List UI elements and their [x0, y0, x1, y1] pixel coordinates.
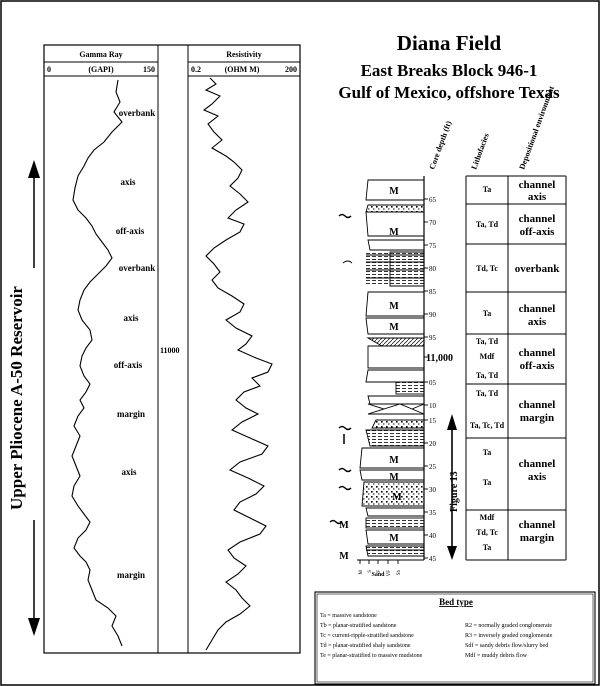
lithofacies-cell: Ta, Tc, Td: [469, 421, 505, 430]
lithofacies-cell: Ta, Td: [475, 220, 499, 229]
figure-title: Diana Field: [396, 31, 502, 55]
figure-13-label: Figure 13: [449, 471, 460, 512]
depth-tick-label: 90: [429, 311, 436, 319]
depth-tick-label: 80: [429, 265, 436, 273]
environment-cell: axis: [527, 471, 547, 483]
grain-size-label: Sb: [397, 570, 402, 576]
depth-tick-label: 05: [429, 379, 436, 387]
depth-tick-label: 35: [429, 509, 436, 517]
depth-tick-label: 65: [429, 196, 436, 204]
log-env-label: overbank: [118, 263, 156, 273]
left-lithology-label: M: [339, 551, 349, 562]
depth-marker-11000: 11000: [160, 346, 180, 355]
lithofacies-cell: Ta: [482, 543, 492, 552]
core-depth-header: Core depth (ft): [427, 119, 454, 171]
depth-tick-label: 25: [429, 463, 436, 471]
depth-tick-label: 20: [429, 440, 436, 448]
log-env-label: off-axis: [113, 360, 143, 370]
legend-entry: Ta = massive sandstone: [320, 613, 377, 619]
figure-subtitle: East Breaks Block 946-1: [360, 61, 538, 80]
environment-cell: channel: [518, 347, 556, 359]
lithofacies-cell: Ta, Td: [475, 389, 499, 398]
environment-cell: margin: [519, 412, 555, 424]
left-lithology-label: M: [339, 520, 349, 531]
environment-cell: axis: [527, 191, 547, 203]
log-env-label: axis: [121, 467, 137, 477]
core-lithology-label: M: [389, 186, 399, 197]
legend-entry: Te = planar-stratified to massive mudstone: [320, 653, 423, 659]
environment-cell: channel: [518, 179, 556, 191]
environment-cell: off-axis: [519, 360, 555, 372]
depth-tick-label: 95: [429, 334, 436, 342]
log-env-label: margin: [117, 409, 145, 419]
environment-cell: channel: [518, 458, 556, 470]
resistivity-curve: [204, 78, 272, 650]
depth-tick-label: 70: [429, 219, 436, 227]
core-lithology-label: M: [389, 301, 399, 312]
legend-entry: Sdf = sandy debris flow/slurry bed: [465, 643, 549, 649]
lithofacies-cell: Ta, Td: [475, 371, 499, 380]
reservoir-interval-arrow: [28, 160, 40, 636]
environment-cell: channel: [518, 519, 556, 531]
grain-size-label: VF: [387, 570, 392, 577]
legend-entry: Mdf = muddy debris flow: [465, 653, 528, 659]
core-lithology-label: M: [389, 322, 399, 333]
lithofacies-cell: Ta: [482, 309, 492, 318]
depth-tick-label: 75: [429, 242, 436, 250]
resistivity-min: 0.2: [191, 65, 201, 74]
core-lithology-label: M: [389, 472, 399, 483]
lithofacies-cell: Ta, Td: [475, 337, 499, 346]
sedimentary-structure-symbols: [330, 215, 352, 524]
grain-size-label: S: [368, 570, 373, 573]
environment-cell: axis: [527, 316, 547, 328]
core-lithology-label: M: [392, 492, 402, 503]
lithofacies-cell: Td, Tc: [476, 528, 498, 537]
depth-tick-label: 85: [429, 288, 436, 296]
grain-size-axis-title: Sand: [371, 572, 385, 578]
lithofacies-cell: Mdf: [479, 352, 495, 361]
gamma-ray-min: 0: [47, 65, 51, 74]
log-env-label: margin: [117, 570, 145, 580]
log-env-label: axis: [120, 177, 136, 187]
grain-size-label: M: [359, 570, 364, 575]
gamma-ray-unit: (GAPI): [88, 65, 114, 74]
resistivity-unit: (OHM M): [224, 65, 260, 74]
core-lithology-label: M: [389, 533, 399, 544]
legend-entry: R2 = normally graded conglomerate: [465, 623, 553, 629]
depth-tick-label-major: 11,000: [426, 353, 453, 364]
lithofacies-header: Lithofacies: [469, 132, 491, 171]
resistivity-max: 200: [285, 65, 297, 74]
legend-entry: Tc = current-ripple-stratified sandstone: [320, 633, 414, 639]
log-env-label: overbank: [118, 108, 156, 118]
environment-cell: margin: [519, 532, 555, 544]
gamma-ray-max: 150: [143, 65, 155, 74]
environment-cell: channel: [518, 213, 556, 225]
environment-cell: off-axis: [519, 226, 555, 238]
lithofacies-cell: Mdf: [479, 513, 495, 522]
core-lithology-label: M: [389, 455, 399, 466]
depth-tick-label: 30: [429, 486, 436, 494]
reservoir-label: Upper Pliocene A-50 Reservoir: [7, 286, 26, 510]
environment-header: Depositional environment: [517, 84, 557, 171]
lithofacies-cell: Ta: [482, 478, 492, 487]
grain-size-label: F: [377, 570, 382, 573]
legend-entry: Td = planar-stratified shaly sandstone: [320, 643, 411, 649]
legend-entry: R3 = inversely graded conglomerate: [465, 633, 553, 639]
lithofacies-cell: Ta: [482, 185, 492, 194]
environment-cell: channel: [518, 399, 556, 411]
depth-tick-label: 45: [429, 555, 436, 563]
log-env-label: off-axis: [115, 226, 145, 236]
log-env-label: axis: [123, 313, 139, 323]
figure-location: Gulf of Mexico, offshore Texas: [338, 83, 560, 102]
depth-tick-label: 15: [429, 417, 436, 425]
legend-entry: Tb = planar-stratified sandstone: [320, 623, 397, 629]
lithofacies-cell: Td, Tc: [476, 264, 498, 273]
depth-tick-label: 10: [429, 402, 436, 410]
legend-title: Bed type: [439, 597, 473, 607]
environment-cell: overbank: [514, 263, 560, 275]
resistivity-header: Resistivity: [226, 50, 262, 59]
depth-tick-label: 40: [429, 532, 436, 540]
lithofacies-cell: Ta: [482, 448, 492, 457]
core-lithology-label: M: [389, 227, 399, 238]
gamma-ray-header: Gamma Ray: [79, 50, 123, 59]
environment-cell: channel: [518, 303, 556, 315]
